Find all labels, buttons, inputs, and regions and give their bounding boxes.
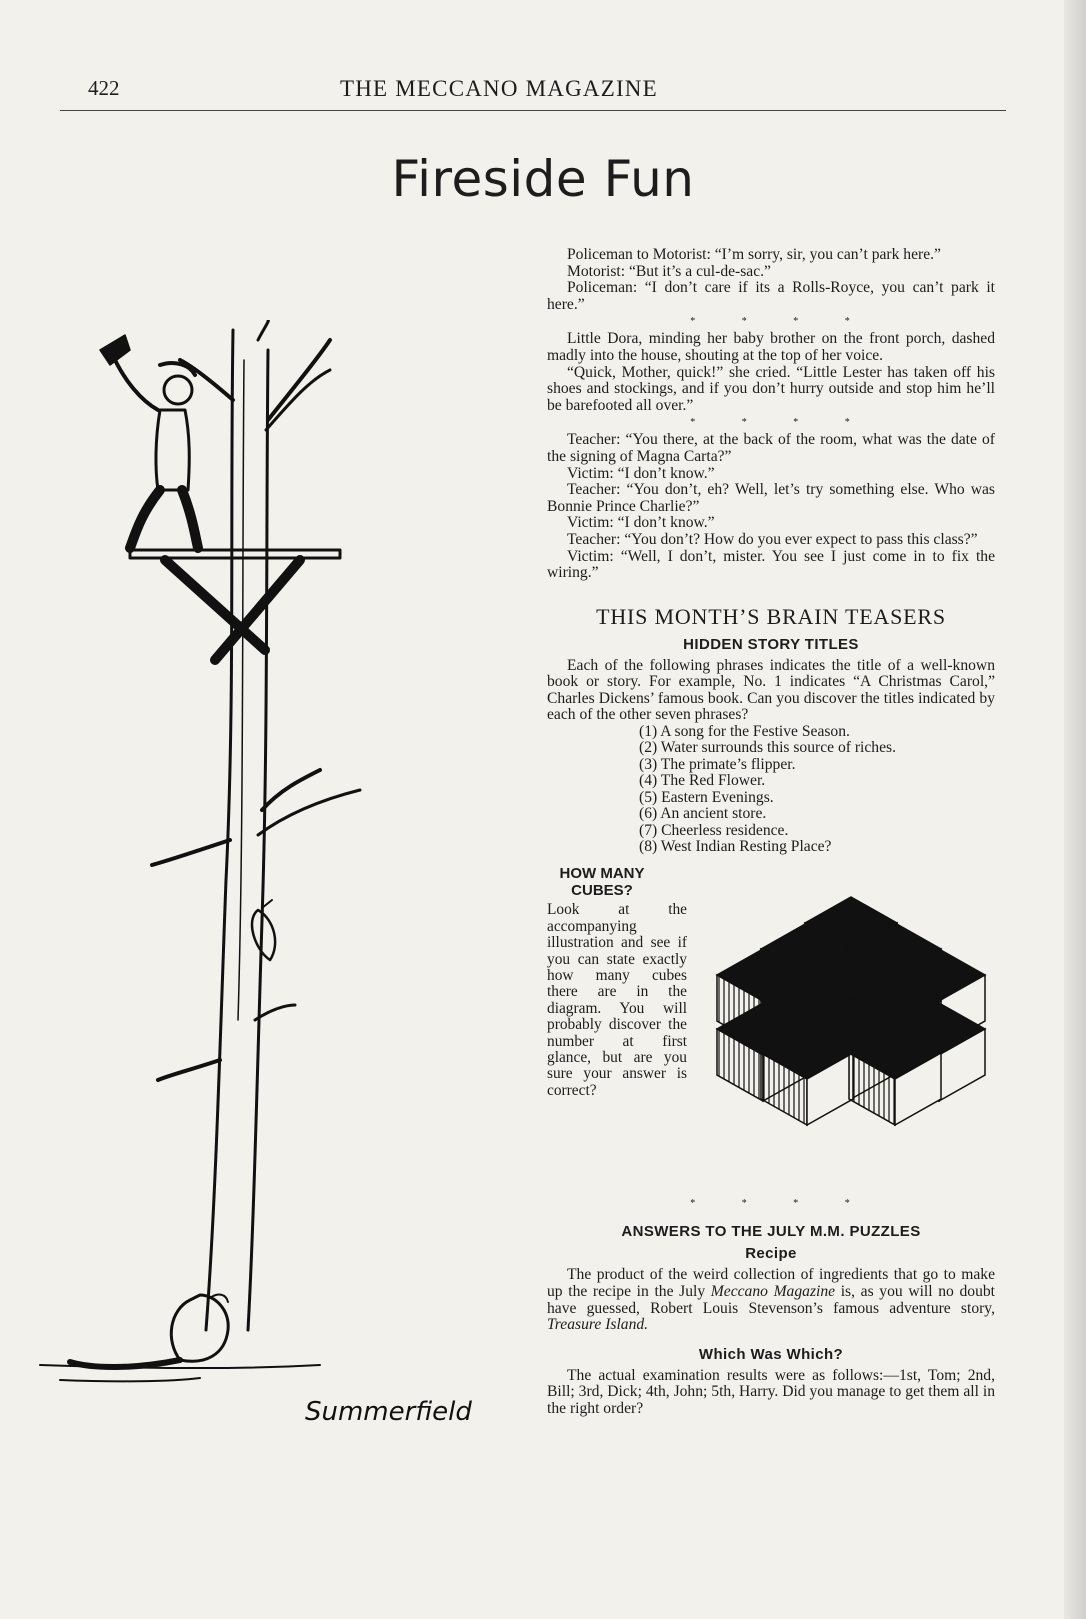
how-many-cubes [547,865,995,1195]
answers-heading: ANSWERS TO THE JULY M.M. PUZZLES [621,1223,921,1241]
page-edge [1064,0,1086,1619]
joke-line: Teacher: “You don’t, eh? Well, let’s try something else. Who was Bonnie Prince Charlie?” [547,481,995,515]
list-item: (7) Cheerless residence. [639,821,789,839]
lumberjack-tree-illustration [30,320,500,1520]
list-item: (3) The primate’s flipper. [639,755,796,773]
brain-teasers-title: THIS MONTH’S BRAIN TEASERS [596,603,946,629]
page-headline: Fireside Fun [391,150,695,208]
list-item: (6) An ancient store. [639,805,767,823]
list-item: (4) The Red Flower. [639,772,766,790]
hidden-titles-intro: Each of the following phrases indicates the title of a well-known book or story. For example, No. 1 indicates “A Christmas Carol,” Charles Dickens’ famous book. Can you discover the titles indicated by each of the other seven phrases? [547,656,995,724]
joke-3 [547,432,995,581]
joke-1 [547,247,995,313]
joke-line: Victim: “I don’t know.” [567,514,715,532]
joke-line: Motorist: “But it’s a cul-de-sac.” [567,262,771,280]
recipe-answer [547,1267,995,1333]
separator-stars: * * * * [690,1198,872,1210]
list-item: (8) West Indian Resting Place? [639,837,832,855]
joke-line: Policeman: “I don’t care if its a Rolls-Royce, you can’t park it here.” [547,279,995,313]
cubes-heading: HOW MANY CUBES? [559,865,645,900]
joke-2 [547,331,995,414]
list-item: (2) Water surrounds this source of riches. [639,739,896,757]
book-name: Treasure Island. [547,1316,649,1334]
hidden-titles-heading: HIDDEN STORY TITLES [683,635,859,653]
header-rule [60,110,1006,111]
magazine-name: Meccano Magazine [710,1282,836,1300]
cubes-body: Look at the accompanying illustration and see if you can state exactly how many cubes there are in the diagram. You will probably discover the number at first glance, but are you sure your answer is correct? [547,901,687,1099]
which-answer: The actual examination results were as follows:—1st, Tom; 2nd, Bill; 3rd, Dick; 4th, John; 5th, Harry. Did you manage to get them all in the right order? [547,1366,995,1417]
hidden-titles-list [547,724,995,855]
cubes-diagram [713,875,989,1175]
separator-stars: * * * * [690,316,872,328]
recipe-text: is, as you will no doubt have guessed, Robert Louis Stevenson’s famous adventure story, [547,1282,995,1317]
recipe-text: The product of the weird collection of ingredients that go to make up the recipe in the July [547,1266,995,1300]
list-item: (5) Eastern Evenings. [639,788,774,806]
joke-line: Victim: “I don’t know.” [567,464,715,482]
which-heading: Which Was Which? [698,1345,844,1363]
running-header [0,76,1086,106]
joke-line: Teacher: “You there, at the back of the room, what was the date of the signing of Magna Carta?” [547,431,995,465]
text-column [547,247,995,1417]
joke-line: Victim: “Well, I don’t, mister. You see I just come in to fix the wiring.” [547,547,995,582]
joke-line: Policeman to Motorist: “I’m sorry, sir, you can’t park here.” [567,246,941,263]
joke-line: “Quick, Mother, quick!” she cried. “Little Lester has taken off his shoes and stockings, and if you don’t hurry outside and stop him he’ll be barefooted all over.” [547,363,995,414]
joke-line: Teacher: “You don’t? How do you ever expect to pass this class?” [567,530,978,548]
joke-line: Little Dora, minding her baby brother on the front porch, dashed madly into the house, shouting at the top of her voice. [547,330,995,364]
list-item: (1) A song for the Festive Season. [639,723,850,741]
signature: Summerfield [305,1397,472,1427]
magazine-title: THE MECCANO MAGAZINE [340,76,658,101]
page-number: 422 [88,76,120,100]
recipe-heading: Recipe [745,1245,797,1263]
separator-stars: * * * * [690,417,872,429]
